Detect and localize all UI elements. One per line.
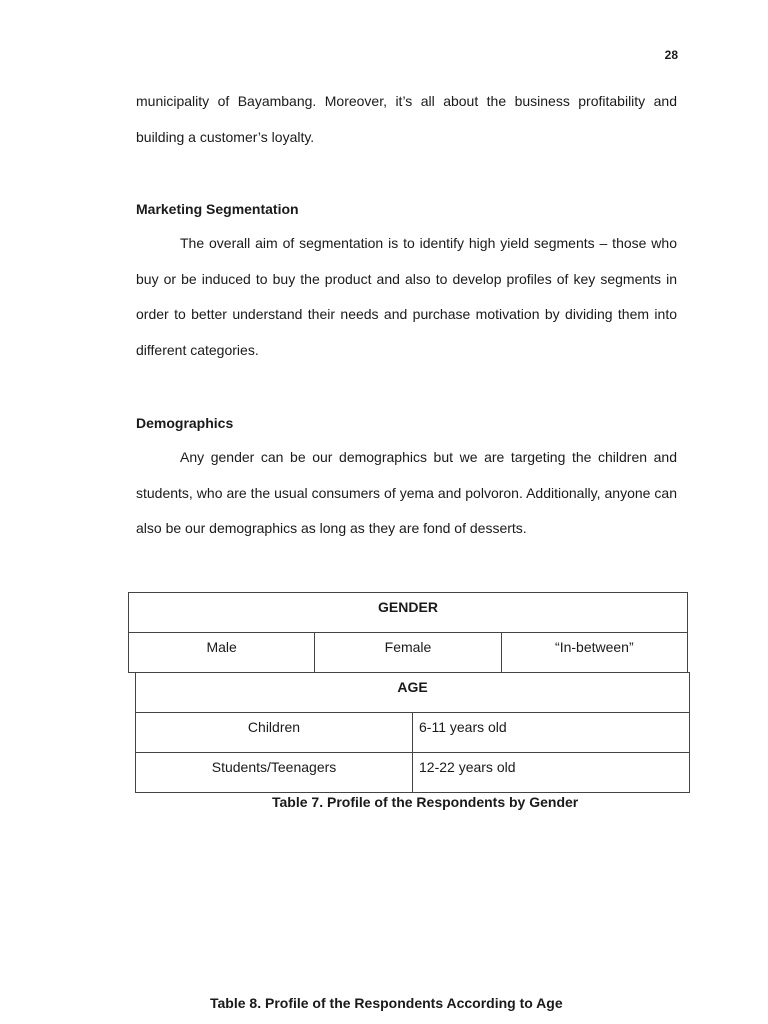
age-header-row: [136, 673, 690, 713]
intro-line-2: building a customer’s loyalty.: [136, 128, 315, 145]
age-table: [135, 672, 690, 793]
intro-line-1: municipality of Bayambang. Moreover, it’s all about the business profitability and: [136, 93, 677, 109]
gender-header: GENDER: [129, 593, 688, 633]
demographics-paragraph: [136, 440, 677, 547]
demographics-heading: Demographics: [136, 415, 234, 431]
marketing-segmentation-text: The overall aim of segmentation is to identify high yield segments – those who buy or be induced to buy the product and also to develop profiles of key segments in order to better understand their needs and purchase motivation by dividing them into different categories.: [136, 235, 677, 359]
age-group-cell: Students/Teenagers: [136, 753, 413, 793]
demographics-text: Any gender can be our demographics but we are targeting the children and students, who are the usual consumers of yema and polvoron. Additionally, anyone can also be our demographics as long as they are fond of desserts.: [136, 449, 677, 537]
marketing-segmentation-paragraph: [136, 226, 677, 369]
gender-cell-in-between: “In-between”: [501, 633, 687, 673]
gender-cell-male: Male: [129, 633, 315, 673]
gender-row: [129, 633, 688, 673]
gender-table: [128, 592, 688, 673]
intro-paragraph: [136, 84, 677, 155]
table-row: [136, 753, 690, 793]
age-group-cell: Children: [136, 713, 413, 753]
gender-cell-female: Female: [315, 633, 501, 673]
age-range-cell: 6-11 years old: [413, 713, 690, 753]
age-range-cell: 12-22 years old: [413, 753, 690, 793]
gender-header-row: [129, 593, 688, 633]
table-8-caption: Table 8. Profile of the Respondents According to Age: [210, 995, 563, 1011]
age-header: AGE: [136, 673, 690, 713]
table-7-caption: Table 7. Profile of the Respondents by Gender: [272, 794, 579, 810]
table-row: [136, 713, 690, 753]
marketing-segmentation-heading: Marketing Segmentation: [136, 201, 299, 217]
page-number: 28: [664, 48, 678, 62]
